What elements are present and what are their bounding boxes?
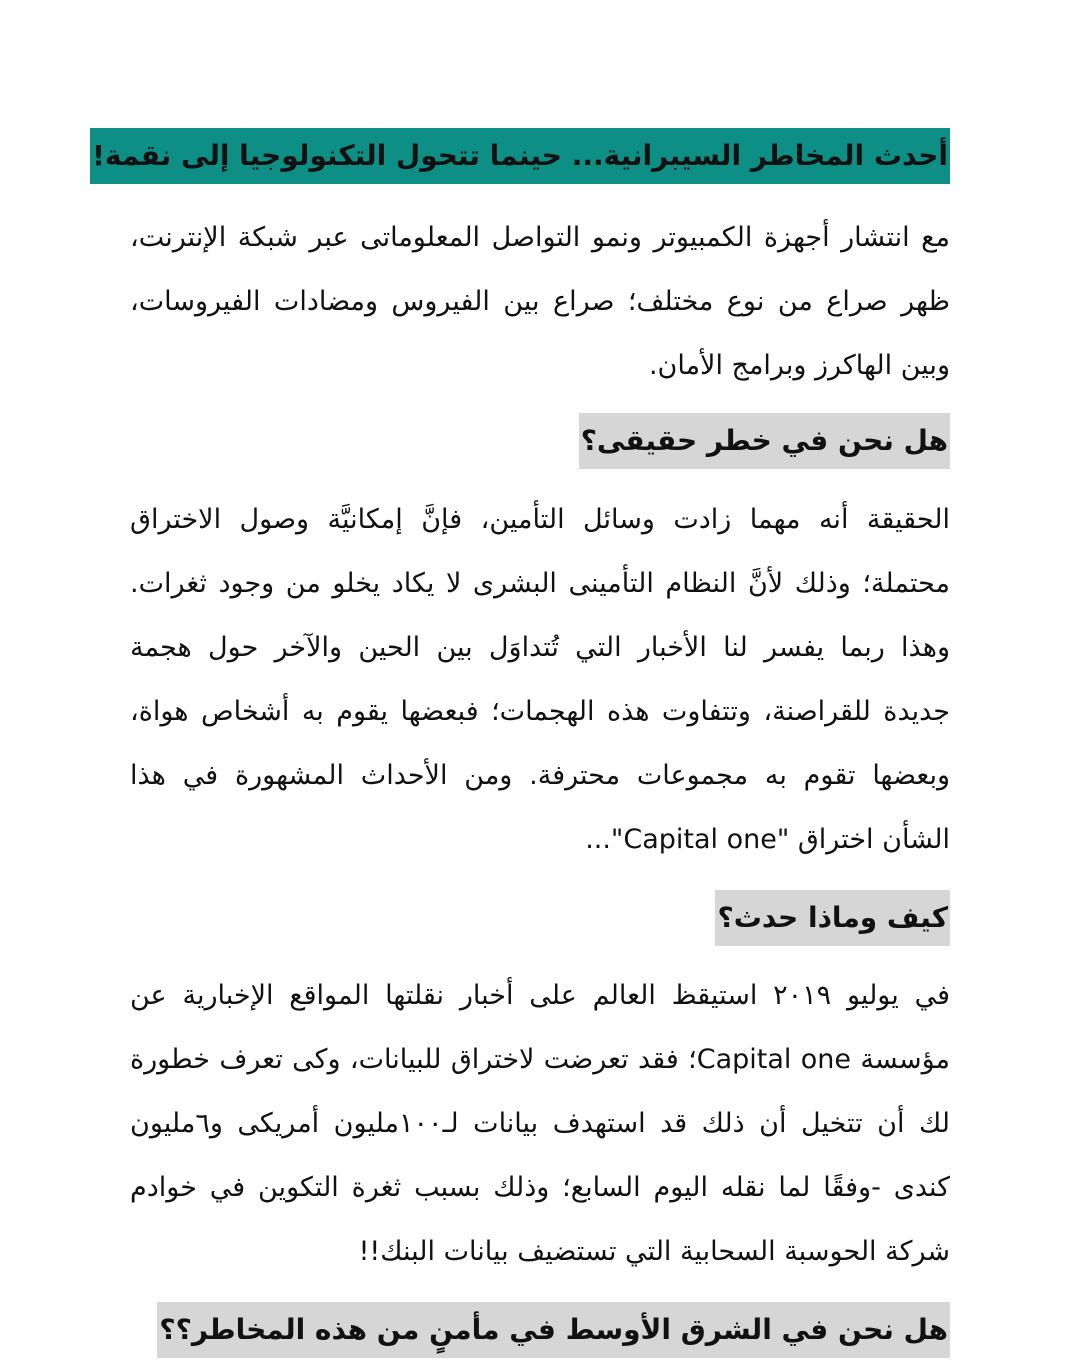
- section2-line: كندى -وفقًا لما نقله اليوم السابع؛ وذلك بسبب ثغرة التكوين في خوادم: [130, 1172, 950, 1203]
- section2-line: لك أن تتخيل أن ذلك قد استهدف بيانات لـ١٠٠مليون أمريكى و٦مليون: [130, 1108, 950, 1139]
- section2-paragraph: [130, 964, 950, 1284]
- section2-line: مؤسسة Capital one؛ فقد تعرضت لاختراق للبيانات، وكى تعرف خطورة: [130, 1044, 950, 1075]
- intro-line: ظهر صراع من نوع مختلف؛ صراع بين الفيروس ومضادات الفيروسات،: [130, 286, 950, 317]
- intro-line: وبين الهاكرز وبرامج الأمان.: [648, 350, 950, 381]
- intro-line: مع انتشار أجهزة الكمبيوتر ونمو التواصل المعلوماتى عبر شبكة الإنترنت،: [130, 222, 950, 253]
- article-title: أحدث المخاطر السيبرانية... حينما تتحول التكنولوجيا إلى نقمة!: [90, 128, 950, 184]
- section1-line: الشأن اختراق "Capital one"...: [585, 824, 950, 855]
- section2-line: في يوليو ٢٠١٩ استيقظ العالم على أخبار نقلتها المواقع الإخبارية عن: [130, 980, 950, 1011]
- section1-line: محتملة؛ وذلك لأنَّ النظام التأمينى البشرى لا يكاد يخلو من وجود ثغرات.: [130, 568, 950, 599]
- section1-paragraph: [130, 488, 950, 872]
- section1-line: جديدة للقراصنة، وتتفاوت هذه الهجمات؛ فبعضها يقوم به أشخاص هواة،: [130, 696, 950, 727]
- section1-line: وهذا ربما يفسر لنا الأخبار التي تُتداوَل بين الحين والآخر حول هجمة: [130, 632, 950, 663]
- section1-line: الحقيقة أنه مهما زادت وسائل التأمين، فإنَّ إمكانيَّة وصول الاختراق: [130, 504, 950, 535]
- section-heading-real-danger: هل نحن في خطر حقيقى؟: [579, 413, 950, 469]
- section2-line: شركة الحوسبة السحابية التي تستضيف بيانات البنك!!: [358, 1236, 950, 1267]
- section-heading-how-what: كيف وماذا حدث؟: [715, 890, 950, 946]
- section1-line: وبعضها تقوم به مجموعات محترفة. ومن الأحداث المشهورة في هذا: [130, 760, 950, 791]
- intro-paragraph: [130, 206, 950, 398]
- section-heading-middle-east: هل نحن في الشرق الأوسط في مأمنٍ من هذه المخاطر؟؟: [157, 1302, 950, 1358]
